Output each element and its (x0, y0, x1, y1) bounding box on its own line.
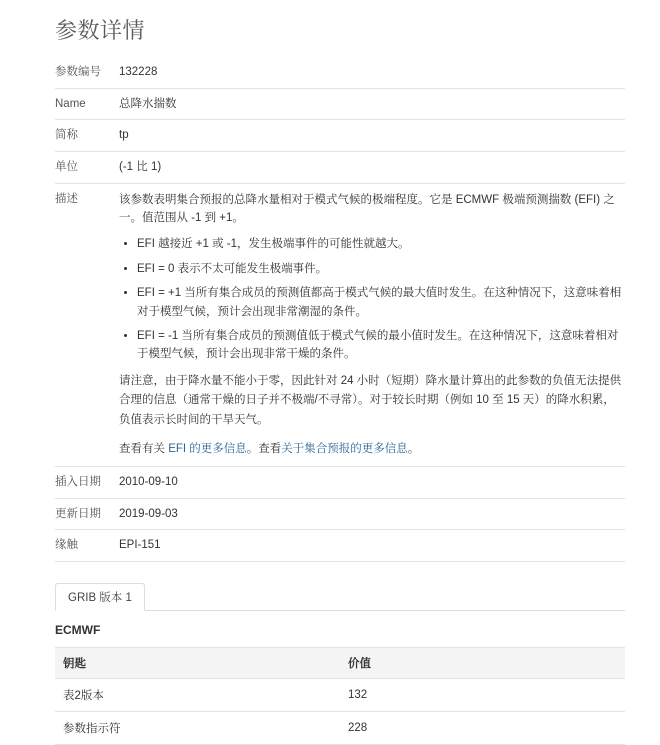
row-label-insert-date: 插入日期 (55, 475, 101, 488)
cell-value: 132 (340, 678, 625, 711)
grib-tab-panel (55, 611, 625, 745)
list-item: • EFI 越接近 +1 或 -1，发生极端事件的可能性就越大。 (137, 235, 625, 253)
cell-key: 表2版本 (55, 678, 340, 711)
description-intro: 该参数表明集合预报的总降水量相对于模式气候的极端程度。它是 ECMWF 极端预测揣数 (EFI) 之一。值范围从 -1 到 +1。 (119, 193, 615, 225)
list-item: • EFI = +1 当所有集合成员的预测值都高于模式气候的最大值时发生。在这种情况下，这意味着相对于模型气候，预计会出现非常潮湿的条件。 (137, 284, 625, 321)
row-value-name: 总降水揣数 (119, 97, 177, 110)
table-row (55, 152, 625, 184)
row-label-name: Name (55, 97, 86, 110)
column-header-key: 钥匙 (55, 647, 340, 678)
list-item: • EFI = 0 表示不太可能发生极端事件。 (137, 260, 625, 278)
grib-tab-bar (55, 582, 625, 611)
row-value-short-name: tp (119, 129, 129, 142)
parameter-detail-page (0, 14, 660, 745)
row-value-description (113, 183, 625, 466)
table-row (55, 88, 625, 120)
grib-section-title: ECMWF (55, 622, 101, 637)
row-label-update-date: 更新日期 (55, 507, 101, 520)
column-header-value: 价值 (340, 647, 625, 678)
row-label-units: 单位 (55, 161, 78, 174)
link-suffix-text: 。 (407, 443, 420, 456)
cell-key: 参数指示符 (55, 711, 340, 744)
table-header-row (55, 647, 625, 678)
row-value-update-date: 2019-09-03 (119, 507, 178, 520)
table-row (55, 678, 625, 711)
page-title: 参数详情 (55, 18, 146, 43)
table-row (55, 711, 625, 744)
efi-more-info-link[interactable]: EFI 的更多信息 (168, 443, 247, 456)
ensemble-forecast-more-info-link[interactable]: 关于集合预报的更多信息 (281, 443, 408, 456)
row-label-contact: 缘触 (55, 539, 78, 552)
grib-key-value-table (55, 647, 625, 745)
table-row (55, 120, 625, 152)
page-content (55, 14, 625, 745)
row-label-short-name: 简称 (55, 129, 78, 142)
row-value-parameter-id: 132228 (119, 66, 158, 78)
table-row (55, 466, 625, 498)
description-links (119, 440, 625, 458)
list-item: • EFI = -1 当所有集合成员的预测值低于模式气候的最小值时发生。在这种情况下，这意味着相对于模型气候，预计会出现非常干燥的条件。 (137, 327, 625, 364)
table-row (55, 57, 625, 88)
link-prefix-text: 查看有关 (119, 443, 169, 456)
table-row (55, 530, 625, 562)
cell-value: 228 (340, 711, 625, 744)
table-row-description (55, 183, 625, 466)
description-note: 请注意，由于降水量不能小于零，因此针对 24 小时（短期）降水量计算出的此参数的负值无法提供合理的信息（通常干燥的日子并不极端/不寻常）。对于较长时期（例如 10 至 15 天）的降水积累，负值表示长时间的干旱天气。 (119, 374, 622, 426)
table-row (55, 498, 625, 530)
row-label-description: 描述 (55, 192, 78, 205)
description-bullet-list (119, 235, 625, 363)
row-value-contact: EPI-151 (119, 539, 161, 552)
tab-grib-version-1[interactable]: GRIB 版本 1 (55, 583, 145, 611)
row-value-insert-date: 2010-09-10 (119, 475, 178, 488)
parameter-properties-table (55, 57, 625, 562)
row-value-units: (-1 比 1) (119, 161, 162, 174)
link-middle-text: 。查看 (246, 443, 282, 456)
row-label-parameter-id: 参数编号 (55, 66, 101, 78)
